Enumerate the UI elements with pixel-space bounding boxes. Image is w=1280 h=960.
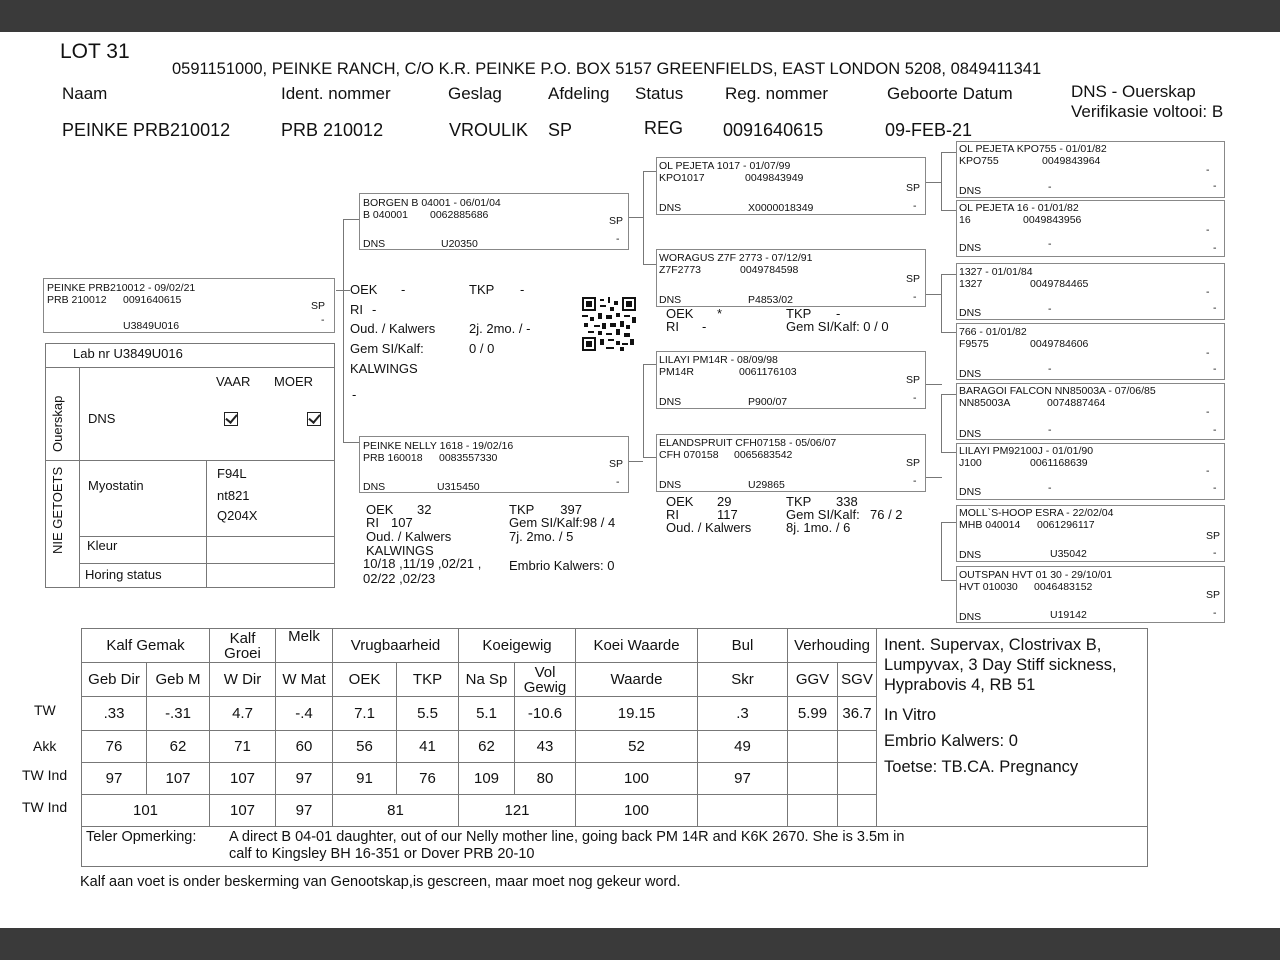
row-akk-cell: 71 [210,731,276,763]
row-twind-cell: 80 [515,763,576,795]
naam-label: Naam [62,84,108,103]
ggp-3-title: 1327 - 01/01/84 [959,266,1033,278]
top-bar [0,0,1280,32]
row-akk-cell: 49 [698,731,788,763]
ggp-4-dash: - [1213,363,1217,375]
ggp-4-id: F9575 [959,338,989,350]
sire-code: U20350 [441,238,478,250]
row-twind-cell [838,763,877,795]
gp-2-reg: 0049784598 [740,264,799,276]
ggp-6-reg: 0061168639 [1030,457,1088,469]
ggp-2-sp: - [1206,224,1210,236]
ggp-4-dns: DNS [959,368,982,380]
ebv-table [81,628,1148,867]
ggp-8-title: OUTSPAN HVT 01 30 - 29/10/01 [959,569,1113,581]
elands-gem-label: Gem SI/Kalf: [786,507,860,522]
side-toetse: Toetse: TB.CA. Pregnancy [884,758,1079,776]
qr-code-icon [582,297,636,351]
row-akk-cell: 60 [276,731,333,763]
elands-gem-value: 76 / 2 [870,507,903,522]
afdeling-value: SP [548,120,573,140]
gp-4-dns: DNS [659,479,682,491]
group-melk: Melk [276,629,333,663]
nie-getoets-label: NIE GETOETS [50,466,65,554]
animal-reg: 0091640615 [123,294,182,306]
geslag-label: Geslag [448,84,502,103]
twind2-skr [698,795,788,827]
twind2-waarde: 100 [576,795,698,827]
ggp-8-id: HVT 010030 [959,581,1018,593]
gp-1-title: OL PEJETA 1017 - 01/07/99 [659,160,791,172]
ggp-6-id: J100 [959,457,982,469]
animal-code: U3849U016 [123,320,180,332]
gp-box-4[interactable] [656,434,926,492]
side-notes [877,629,1148,827]
ggp-2-dns: DNS [959,242,982,254]
row-tw-cell: -.4 [276,697,333,731]
status-label: Status [635,84,684,103]
animal-oud-label: Oud. / Kalwers [350,321,436,336]
twind2-w-mat: 97 [276,795,333,827]
row-akk-cell [788,731,838,763]
group-kalf-groei: Kalf Groei [210,629,276,663]
row-tw-cell: .33 [82,697,147,731]
ggp-box-8[interactable] [956,566,1225,623]
row-label-twind2: TW Ind [22,799,68,815]
ggp-1-reg: 0049843964 [1042,155,1101,167]
row-label-tw: TW [34,702,56,718]
ggp-2-id: 16 [959,214,971,226]
dam-oud-label: Oud. / Kalwers [366,529,452,544]
sire-sp: SP [609,215,624,227]
vaar-checkbox[interactable] [224,412,238,426]
footer-note: Kalf aan voet is onder beskerming van Genootskap,is gescreen, maar moet nog gekeur word. [80,874,681,890]
elands-ri-label: RI [666,507,679,522]
gp-4-reg: 0065683542 [734,449,793,461]
dam-id: PRB 160018 [363,452,423,464]
horing-label: Horing status [85,567,162,582]
row-twind-cell: 109 [459,763,515,795]
dam-title: PEINKE NELLY 1618 - 19/02/16 [363,440,514,452]
moer-label: MOER [274,374,313,389]
gp-4-sp: SP [906,457,921,469]
reg-label: Reg. nommer [725,84,828,103]
dam-box[interactable] [359,436,629,493]
animal-title: PEINKE PRB210012 - 09/02/21 [47,282,196,294]
ggp-7-reg: 0061296117 [1037,519,1095,531]
row-tw-cell: 5.5 [397,697,459,731]
ggp-1-dash: - [1213,180,1217,192]
dam-oek-value: 32 [417,502,432,517]
ggp-1-sp: - [1206,164,1210,176]
dam-dash: - [616,476,620,488]
teler-label: Teler Opmerking: [86,829,197,845]
myostatin-nt821: nt821 [217,488,250,503]
row-twind-cell: 97 [82,763,147,795]
row-tw-cell: .3 [698,697,788,731]
sire-id: B 040001 [363,209,408,221]
verifikasie-text: Verifikasie voltooi: [1071,102,1208,121]
ggp-4-title: 766 - 01/01/82 [959,326,1027,338]
sub-header-cell: Geb Dir [82,663,147,697]
woragus-oek-label: OEK [666,306,694,321]
gp-2-dash: - [913,291,917,303]
ggp-box-3[interactable] [956,263,1225,320]
gp-3-reg: 0061176103 [739,366,797,378]
vaar-label: VAAR [216,374,251,389]
gp-2-code: P4853/02 [748,294,793,306]
ggp-5-sp: - [1206,406,1210,418]
woragus-tkp-label: TKP [786,306,812,321]
animal-gem-value: 0 / 0 [469,341,495,356]
ggp-4-sp: - [1206,347,1210,359]
gp-2-id: Z7F2773 [659,264,702,276]
side-inent: Inent. Supervax, Clostrivax B, Lumpyvax, 3 Day Stiff sickness, Hyprabovis 4, RB 51 [884,636,1117,694]
dam-oud-value: 7j. 2mo. / 5 [509,529,574,544]
row-tw-cell: 4.7 [210,697,276,731]
gp-1-dns: DNS [659,202,682,214]
animal-dash: - [321,314,325,326]
row-tw-cell: -.31 [147,697,210,731]
status-value: REG [644,118,684,138]
elands-oud-label: Oud. / Kalwers [666,520,752,535]
gp-3-id: PM14R [659,366,695,378]
row-label-akk: Akk [33,738,57,754]
ggp-1-title: OL PEJETA KPO755 - 01/01/82 [959,143,1107,155]
ggp-3-dns: DNS [959,307,982,319]
group-vrugbaarheid: Vrugbaarheid [333,629,459,663]
dam-ri-value: 107 [391,515,413,530]
sub-header-cell: Na Sp [459,663,515,697]
lab-number: Lab nr U3849U016 [73,346,183,361]
row-akk-cell [838,731,877,763]
gp-3-code: P900/07 [748,396,788,408]
sub-header-cell: SGV [838,663,877,697]
row-akk-cell: 56 [333,731,397,763]
sub-header-cell: TKP [397,663,459,697]
dam-reg: 0083557330 [439,452,498,464]
ggp-box-6[interactable] [956,443,1225,500]
dam-code: U315450 [437,481,480,493]
ggp-3-code: - [1048,303,1052,315]
ggp-box-2[interactable] [956,200,1225,257]
animal-oud-value: 2j. 2mo. / - [469,321,531,336]
sub-header-cell: Skr [698,663,788,697]
ggp-5-dns: DNS [959,428,982,440]
woragus-gem: Gem SI/Kalf: 0 / 0 [786,319,889,334]
ggp-7-dns: DNS [959,549,982,561]
moer-checkbox[interactable] [307,412,321,426]
ggp-box-7[interactable] [956,505,1225,562]
row-akk-cell: 62 [459,731,515,763]
ggp-8-dash: - [1213,607,1217,619]
elands-tkp-value: 338 [836,494,858,509]
gp-4-title: ELANDSPRUIT CFH07158 - 05/06/07 [659,437,837,449]
teler-text: A direct B 04-01 daughter, out of our Nelly mother line, going back PM 14R and K6K 2670. She is 3.5m in calf to Kingsley BH 16-351 or Dover PRB 20-10 [229,829,905,862]
ggp-8-sp: SP [1206,589,1221,601]
row-akk-cell: 41 [397,731,459,763]
lab-panel [45,343,335,588]
animal-oek-value: - [401,282,406,297]
geslag-value: VROULIK [449,120,529,140]
woragus-oek-value: * [717,306,723,321]
woragus-ri-label: RI [666,319,679,334]
animal-kalwings-value: - [352,387,357,402]
ggp-2-code: - [1048,238,1052,250]
ident-value: PRB 210012 [281,120,384,140]
myostatin-q204x: Q204X [217,508,258,523]
dam-kalwings-v2: 02/22 ,02/23 [363,571,436,586]
row-twind-cell: 107 [147,763,210,795]
dam-oek-label: OEK [366,502,394,517]
ggp-4-reg: 0049784606 [1030,338,1089,350]
ggp-2-title: OL PEJETA 16 - 01/01/82 [959,202,1079,214]
animal-oek-label: OEK [350,282,378,297]
ggp-1-code: - [1048,181,1052,193]
ggp-2-reg: 0049843956 [1023,214,1082,226]
verifikasie-value: B [1211,102,1224,121]
woragus-ri-value: - [702,319,707,334]
geboorte-label: Geboorte Datum [887,84,1013,103]
lab-dns-label: DNS [88,411,116,426]
twind2-ggv [788,795,838,827]
elands-tkp-label: TKP [786,494,812,509]
row-tw-cell: 19.15 [576,697,698,731]
ggp-3-id: 1327 [959,278,983,290]
animal-tkp-label: TKP [469,282,495,297]
gp-box-2[interactable] [656,249,926,307]
ouerskap-label: Ouerskap [50,395,65,452]
animal-ri-value: - [372,302,377,317]
ggp-5-title: BARAGOI FALCON NN85003A - 07/06/85 [959,385,1156,397]
group-verhouding: Verhouding [788,629,877,663]
group-kalf-gemak: Kalf Gemak [82,629,210,663]
ggp-3-sp: - [1206,286,1210,298]
row-label-twind: TW Ind [22,767,68,783]
gp-box-3[interactable] [656,351,926,409]
sub-header-cell: W Dir [210,663,276,697]
ggp-6-sp: - [1206,465,1210,477]
row-akk-cell: 43 [515,731,576,763]
gp-1-id: KPO1017 [659,172,705,184]
ggp-7-sp: SP [1206,530,1221,542]
dam-sp: SP [609,458,624,470]
row-tw-cell: -10.6 [515,697,576,731]
elands-oek-label: OEK [666,494,694,509]
gp-4-dash: - [913,475,917,487]
kleur-label: Kleur [87,538,118,553]
sire-dash: - [616,233,620,245]
ggp-box-5[interactable] [956,383,1225,440]
woragus-tkp-value: - [836,306,841,321]
ggp-1-id: KPO755 [959,155,999,167]
elands-oek-value: 29 [717,494,732,509]
sire-reg: 0062885686 [430,209,489,221]
animal-tkp-value: - [520,282,525,297]
myostatin-f94l: F94L [217,466,247,481]
row-tw-cell: 7.1 [333,697,397,731]
row-twind-cell: 107 [210,763,276,795]
ggp-6-dns: DNS [959,486,982,498]
ggp-4-code: - [1048,363,1052,375]
gp-3-title: LILAYI PM14R - 08/09/98 [659,354,778,366]
gp-3-dash: - [913,392,917,404]
row-twind-cell: 97 [276,763,333,795]
ggp-5-dash: - [1213,424,1217,436]
ggp-5-id: NN85003A [959,397,1011,409]
ggp-3-reg: 0049784465 [1030,278,1089,290]
dam-gem: Gem SI/Kalf:98 / 4 [509,515,616,530]
elands-oud-value: 8j. 1mo. / 6 [786,520,851,535]
dam-dns: DNS [363,481,386,493]
row-tw-cell: 5.1 [459,697,515,731]
twind2-kalf-gemak: 101 [82,795,210,827]
ggp-box-4[interactable] [956,323,1225,380]
sire-box[interactable] [359,193,629,250]
twind2-vrugbaarheid: 81 [333,795,459,827]
teler-opmerking [82,827,1148,867]
ggp-8-dns: DNS [959,611,982,623]
ggp-1-dns: DNS [959,185,982,197]
sub-header-cell: Geb M [147,663,210,697]
ggp-box-1[interactable] [956,141,1225,198]
gp-2-dns: DNS [659,294,682,306]
afdeling-label: Afdeling [548,84,610,103]
animal-kalwings-label: KALWINGS [350,361,418,376]
dam-ri-label: RI [366,515,379,530]
bottom-bar [0,928,1280,960]
gp-3-sp: SP [906,374,921,386]
animal-box[interactable] [43,278,335,333]
row-twind-cell [788,763,838,795]
sub-header-cell: W Mat [276,663,333,697]
twind2-sgv [838,795,877,827]
twind2-w-dir: 107 [210,795,276,827]
lot-number: LOT 31 [60,40,130,63]
sub-header-cell: Waarde [576,663,698,697]
gp-box-1[interactable] [656,157,926,215]
ggp-5-code: - [1048,424,1052,436]
sire-title: BORGEN B 04001 - 06/01/04 [363,197,501,209]
ggp-3-dash: - [1213,302,1217,314]
group-bul: Bul [698,629,788,663]
ident-label: Ident. nommer [281,84,391,103]
group-koeigewig: Koeigewig [459,629,576,663]
row-tw-cell: 36.7 [838,697,877,731]
gp-4-code: U29865 [748,479,785,491]
row-tw-cell: 5.99 [788,697,838,731]
ggp-6-code: - [1048,482,1052,494]
myostatin-label: Myostatin [88,478,144,493]
sub-header-cell: GGV [788,663,838,697]
dam-embrio: Embrio Kalwers: 0 [509,558,615,573]
gp-3-dns: DNS [659,396,682,408]
dam-tkp-value: 397 [560,502,582,517]
sub-header-cell: OEK [333,663,397,697]
ggp-8-reg: 0046483152 [1034,581,1093,593]
ggp-2-dash: - [1213,242,1217,254]
ggp-7-id: MHB 040014 [959,519,1021,531]
dam-tkp-label: TKP [509,502,535,517]
row-twind-cell: 97 [698,763,788,795]
row-akk-cell: 62 [147,731,210,763]
ggp-6-title: LILAYI PM92100J - 01/01/90 [959,445,1094,457]
gp-4-id: CFH 070158 [659,449,719,461]
animal-ri-label: RI [350,302,363,317]
reg-value: 0091640615 [723,120,824,140]
ggp-7-code: U35042 [1050,548,1087,560]
twind2-koeigewig: 121 [459,795,576,827]
sire-dns: DNS [363,238,386,250]
ggp-7-dash: - [1213,547,1217,559]
ggp-5-reg: 0074887464 [1047,397,1106,409]
gp-1-code: X0000018349 [748,202,814,214]
gp-2-sp: SP [906,273,921,285]
dns-ouerskap-label: DNS - Ouerskap [1071,82,1196,101]
gp-1-dash: - [913,200,917,212]
row-twind-cell: 76 [397,763,459,795]
naam-value: PEINKE PRB210012 [62,120,231,140]
group-koei-waarde: Koei Waarde [576,629,698,663]
gp-1-sp: SP [906,182,921,194]
gp-1-reg: 0049843949 [745,172,804,184]
dam-kalwings-label: KALWINGS [366,543,434,558]
row-akk-cell: 76 [82,731,147,763]
animal-id: PRB 210012 [47,294,107,306]
dam-kalwings-v1: 10/18 ,11/19 ,02/21 , [363,556,482,571]
row-twind-cell: 91 [333,763,397,795]
elands-ri-value: 117 [717,507,738,522]
animal-sp: SP [311,300,326,312]
row-akk-cell: 52 [576,731,698,763]
gp-2-title: WORAGUS Z7F 2773 - 07/12/91 [659,252,813,264]
side-embrio: Embrio Kalwers: 0 [884,732,1018,750]
auction-sheet [0,32,1280,915]
verifikasie-label [1071,102,1223,122]
sub-header-cell: Vol Gewig [515,663,576,697]
animal-gem-label: Gem SI/Kalf: [350,341,424,356]
breeder-line: 0591151000, PEINKE RANCH, C/O K.R. PEINKE P.O. BOX 5157 GREENFIELDS, EAST LONDON 5208, 0849411341 [172,60,1042,78]
geboorte-value: 09-FEB-21 [885,120,973,140]
row-twind-cell: 100 [576,763,698,795]
ggp-6-dash: - [1213,482,1217,494]
ggp-7-title: MOLL`S-HOOP ESRA - 22/02/04 [959,507,1114,519]
side-invitro: In Vitro [884,706,936,724]
ggp-8-code: U19142 [1050,609,1087,621]
